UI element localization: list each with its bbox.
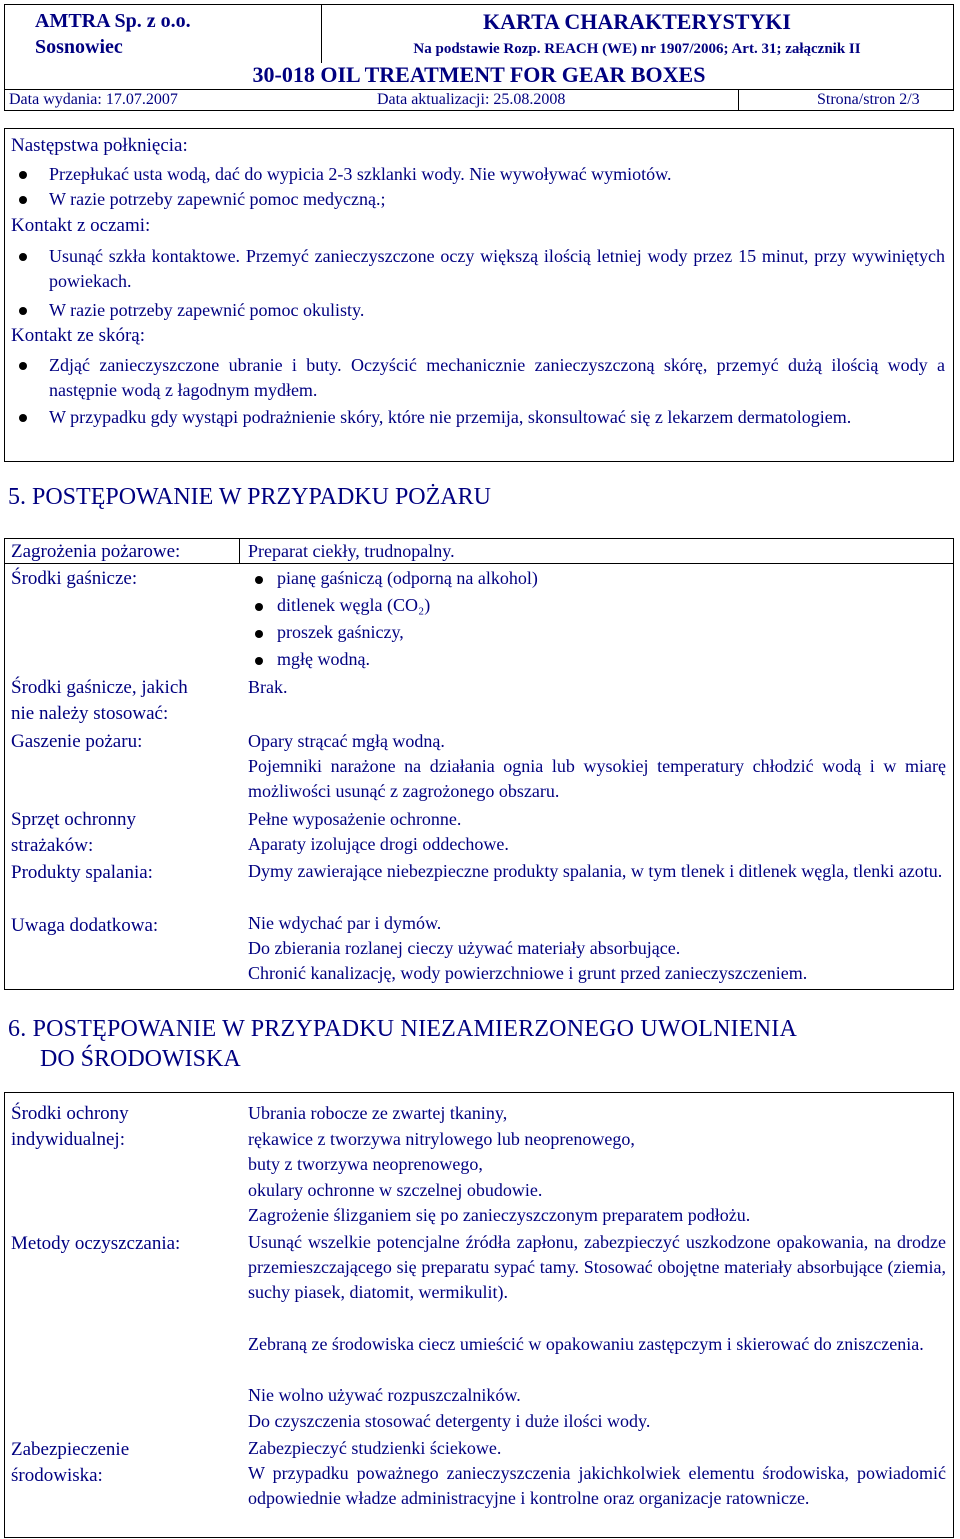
section-6-title: 6. POSTĘPOWANIE W PRZYPADKU NIEZAMIERZONEGO UWOLNIENIA <box>8 1016 797 1042</box>
equipment-value: Pełne wyposażenie ochronne. <box>248 809 462 829</box>
page-number: Strona/stron 2/3 <box>817 91 920 108</box>
ppe-line: okulary ochronne w szczelnej obudowie. <box>248 1180 543 1200</box>
hazard-value: Preparat ciekły, trudnopalny. <box>248 541 455 561</box>
accidental-release-table <box>4 1092 954 1538</box>
eyes-heading: Kontakt z oczami: <box>11 215 151 236</box>
bullet <box>19 362 27 370</box>
not-use-value: Brak. <box>248 677 288 697</box>
not-use-label: nie należy stosować: <box>11 703 169 724</box>
not-use-label: Środki gaśnicze, jakich <box>11 677 188 698</box>
issue-date: Data wydania: 17.07.2007 <box>9 91 178 108</box>
note-label: Uwaga dodatkowa: <box>11 915 159 936</box>
bullet <box>255 630 263 638</box>
cleaning-label: Metody oczyszczania: <box>11 1233 181 1254</box>
environment-label: środowiska: <box>11 1465 103 1486</box>
ppe-line: Zagrożenie ślizganiem się po zanieczyszczonym preparatem podłożu. <box>248 1205 751 1225</box>
section-5-title: 5. POSTĘPOWANIE W PRZYPADKU POŻARU <box>8 484 491 510</box>
combustion-label: Produkty spalania: <box>11 862 153 883</box>
media-item: pianę gaśniczą (odporną na alkohol) <box>277 568 538 588</box>
media-item: mgłę wodną. <box>277 649 370 669</box>
media-item: proszek gaśniczy, <box>277 622 404 642</box>
cleaning-text: Nie wolno używać rozpuszczalników. <box>248 1385 521 1405</box>
fire-fighting-table <box>4 538 954 990</box>
combustion-value: Dymy zawierające niebezpieczne produkty spalania, w tym tlenek i ditlenek węgla, tlenki azotu. <box>248 861 943 881</box>
list-item: Usunąć szkła kontaktowe. Przemyć zanieczyszczone oczy większą ilością letniej wody przez 15 minut, przy wywiniętych powiekach. <box>49 246 945 291</box>
list-item: Zdjąć zanieczyszczone ubranie i buty. Oczyścić mechanicznie zanieczyszczoną skórę, przemyć dużą ilością wody a następnie wodą z łagodnym mydłem. <box>49 355 945 400</box>
equipment-label: Sprzęt ochronny <box>11 809 137 830</box>
list-item: Przepłukać usta wodą, dać do wypicia 2-3 szklanki wody. Nie wywoływać wymiotów. <box>49 164 672 184</box>
hazard-label: Zagrożenia pożarowe: <box>11 541 181 562</box>
ppe-line: Ubrania robocze ze zwartej tkaniny, <box>248 1103 508 1123</box>
bullet <box>19 253 27 261</box>
note-value: Chronić kanalizację, wody powierzchniowe i grunt przed zanieczyszczeniem. <box>248 963 808 983</box>
bullet <box>19 414 27 422</box>
fighting-value: Pojemniki narażone na działania ognia lub wysokiej temperatury chłodzić wodą i w miarę możliwości usunąć z zagrożonego obszaru. <box>248 756 946 801</box>
media-label: Środki gaśnicze: <box>11 568 138 589</box>
ppe-line: buty z tworzywa neoprenowego, <box>248 1154 483 1174</box>
fighting-label: Gaszenie pożaru: <box>11 731 143 752</box>
header-dates <box>5 90 953 110</box>
cleaning-text: Usunąć wszelkie potencjalne źródła zapłonu, zabezpieczyć uszkodzone opakowania, na drodze przemieszczającego się preparatu sypać tamy. Stosować obojętne materiały absorbujące (ziemia, suchy piasek, diatomit, wermikulit). <box>248 1232 946 1302</box>
column-divider <box>239 539 240 563</box>
bullet <box>19 196 27 204</box>
list-item: W razie potrzeby zapewnić pomoc okulisty. <box>49 300 365 320</box>
note-value: Nie wdychać par i dymów. <box>248 913 442 933</box>
equipment-label: strażaków: <box>11 835 94 856</box>
document-title: KARTA CHARAKTERYSTYKI <box>483 9 791 34</box>
fighting-value: Opary strącać mgłą wodną. <box>248 731 445 751</box>
environment-text: Zabezpieczyć studzienki ściekowe. <box>248 1438 502 1458</box>
update-date: Data aktualizacji: 25.08.2008 <box>377 91 566 108</box>
swallow-heading: Następstwa połknięcia: <box>11 135 188 156</box>
environment-label: Zabezpieczenie <box>11 1439 130 1460</box>
cleaning-text: Zebraną ze środowiska ciecz umieścić w opakowaniu zastępczym i skierować do zniszczenia. <box>248 1334 924 1354</box>
note-value: Do zbierania rozlanej cieczy używać materiały absorbujące. <box>248 938 681 958</box>
bullet <box>255 657 263 665</box>
media-item: ditlenek węgla (CO₂) <box>277 595 431 615</box>
ppe-label: Środki ochrony <box>11 1103 129 1124</box>
list-item: W razie potrzeby zapewnić pomoc medyczną.; <box>49 189 386 209</box>
product-name: 30-018 OIL TREATMENT FOR GEAR BOXES <box>252 62 706 87</box>
document-header <box>4 4 954 111</box>
company-city: Sosnowiec <box>35 36 123 58</box>
skin-heading: Kontakt ze skórą: <box>11 325 146 346</box>
cleaning-text: Do czyszczenia stosować detergenty i duże ilości wody. <box>248 1411 651 1431</box>
bullet <box>19 307 27 315</box>
section-6-title: DO ŚRODOWISKA <box>40 1046 241 1072</box>
document-subtitle: Na podstawie Rozp. REACH (WE) nr 1907/2006; Art. 31; załącznik II <box>413 41 861 57</box>
list-item: W przypadku gdy wystąpi podrażnienie skóry, które nie przemija, skonsultować się z lekarzem dermatologiem. <box>49 407 852 427</box>
ppe-label: indywidualnej: <box>11 1129 125 1150</box>
bullet <box>255 576 263 584</box>
bullet <box>255 603 263 611</box>
bullet <box>19 171 27 179</box>
environment-text: W przypadku poważnego zanieczyszczenia jakichkolwiek elementu środowiska, powiadomić odpowiednie władze administracyjne i kontrolne oraz organizacje ratownicze. <box>248 1463 946 1508</box>
ppe-line: rękawice z tworzywa nitrylowego lub neoprenowego, <box>248 1129 635 1149</box>
equipment-value: Aparaty izolujące drogi oddechowe. <box>248 834 509 854</box>
company-name: AMTRA Sp. z o.o. <box>35 10 191 32</box>
first-aid-box <box>4 128 954 462</box>
